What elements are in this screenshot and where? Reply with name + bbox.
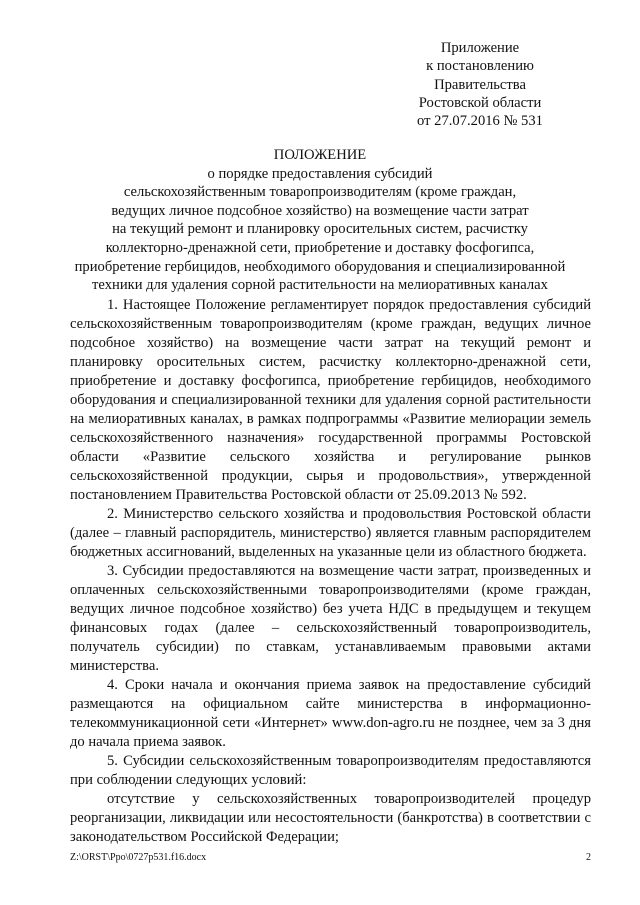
attachment-line: Ростовской области — [418, 94, 542, 111]
paragraph-3: 3. Субсидии предоставляются на возмещение части затрат, произведенных и оплаченных сельскохозяйственными товаропроизводителями (кроме граждан, ведущих личное подсобное хозяйство) без учета НДС в предыдущем и текущем финансовых годах (далее – сельскохозяйственный товаропроизводитель, получатель субсидии) по ставкам, устанавливаемым правовыми актами министерства. — [70, 563, 591, 674]
paragraph-4: 4. Сроки начала и окончания приема заявок на предоставление субсидий размещаются на официальном сайте министерства в информационно-телекоммуникационной сети «Интернет» www.don-agro.ru не позднее, чем за 3 дня до начала приема заявок. — [70, 677, 591, 750]
title-heading: ПОЛОЖЕНИЕ — [273, 147, 367, 163]
attachment-block — [395, 39, 565, 130]
page-number: 2 — [586, 852, 591, 863]
document-body — [70, 296, 591, 847]
paragraph-1: 1. Настоящее Положение регламентирует порядок предоставления субсидий сельскохозяйственным товаропроизводителям (кроме граждан, ведущих личное подсобное хозяйство) на возмещение части затрат на текущий ремонт и планировку оросительных систем, расчистку коллекторно-дренажной сети, приобретение и доставку фосфогипса, приобретение гербицидов, необходимого оборудования и специализированной техники для удаления сорной растительности на мелиоративных каналах, в рамках подпрограммы «Развитие мелиорации земель сельскохозяйственного назначения» государственной программы Ростовской области «Развитие сельского хозяйства и регулирование рынков сельскохозяйственной продукции, сырья и продовольствия», утвержденной постановлением Правительства Ростовской области от 25.09.2013 № 592. — [70, 297, 591, 503]
title-subtitle-line: на текущий ремонт и планировку оросительных систем, расчистку — [112, 221, 528, 238]
title-subtitle-line: о порядке предоставления субсидий — [207, 165, 433, 182]
attachment-line: от 27.07.2016 № 531 — [417, 113, 543, 130]
title-subtitle-line: техники для удаления сорной растительности на мелиоративных каналах — [92, 277, 548, 294]
paragraph-2: 2. Министерство сельского хозяйства и продовольствия Ростовской области (далее – главный распорядитель, министерство) является главным распорядителем бюджетных ассигнований, выделенных на указанные цели из областного бюджета. — [70, 506, 591, 560]
title-subtitle-line: коллекторно-дренажной сети, приобретение и доставку фосфогипса, — [105, 239, 535, 256]
file-path: Z:\ORST\Ppo\0727p531.f16.docx — [70, 852, 207, 863]
title-subtitle-line: сельскохозяйственным товаропроизводителям (кроме граждан, — [123, 184, 517, 201]
paragraph-5-condition: отсутствие у сельскохозяйственных товаропроизводителей процедур реорганизации, ликвидации или несостоятельности (банкротства) в соответствии с законодательством Российской Федерации; — [70, 791, 591, 845]
paragraph-5: 5. Субсидии сельскохозяйственным товаропроизводителям предоставляются при соблюдении следующих условий: — [70, 753, 591, 788]
title-subtitle-line: ведущих личное подсобное хозяйство) на возмещение части затрат — [111, 202, 529, 219]
attachment-line: Приложение — [440, 40, 520, 56]
attachment-line: Правительства — [434, 76, 526, 93]
attachment-line: к постановлению — [426, 58, 534, 75]
document-title — [60, 146, 580, 295]
title-subtitle-line: приобретение гербицидов, необходимого оборудования и специализированной — [74, 258, 566, 275]
